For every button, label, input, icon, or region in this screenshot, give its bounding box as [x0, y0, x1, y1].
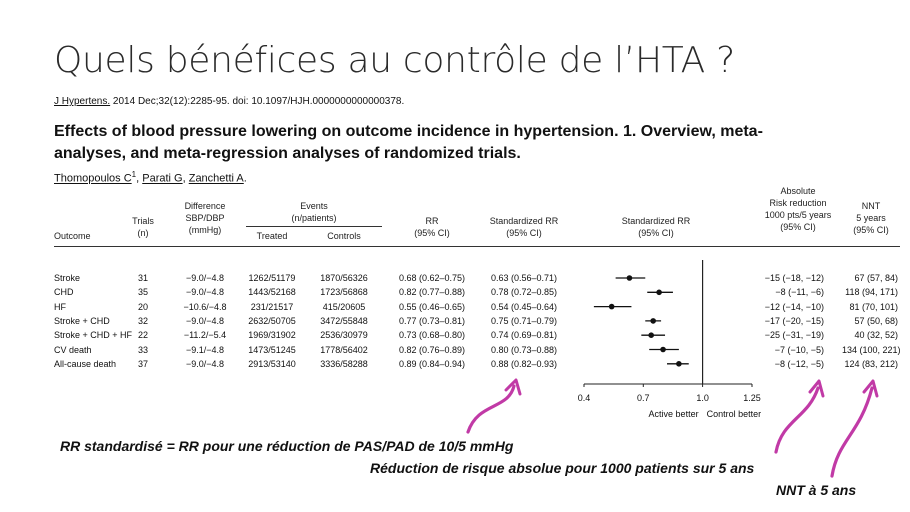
- cell-nnt: 124 (83, 212): [844, 358, 898, 369]
- cell-outcome: Stroke: [54, 273, 81, 283]
- note-nnt: NNT à 5 ans: [776, 482, 857, 498]
- header-nnt: NNT 5 years (95% CI): [853, 201, 889, 235]
- header-difference: Difference SBP/DBP (mmHg): [184, 201, 226, 235]
- cell-treated: 1443/52168: [248, 287, 296, 298]
- cell-trials: 37: [137, 358, 148, 369]
- cell-nnt: 134 (100, 221): [842, 344, 901, 355]
- forest-label-control-better: Control better: [706, 409, 762, 419]
- cell-rr: 0.82 (0.77–0.88): [398, 287, 466, 298]
- header-forest-plot: Standardized RR (95% CI): [621, 216, 691, 238]
- cell-srr: 0.63 (0.56–0.71): [490, 273, 558, 283]
- cell-diff: −10.6/−4.8: [183, 301, 227, 312]
- forest-point: [609, 304, 615, 310]
- cell-treated: 1473/51245: [248, 344, 296, 355]
- forest-point: [650, 318, 656, 324]
- cell-outcome: Stroke + CHD: [54, 315, 110, 326]
- cell-nnt: 67 (57, 84): [854, 273, 898, 283]
- forest-tick-label: 1.25: [743, 393, 761, 403]
- article-title: Effects of blood pressure lowering on outcome incidence in hypertension. 1. Overview, meta-analyses, and meta-regression analyses of randomized trials.: [54, 123, 763, 162]
- author-separator: ,: [182, 172, 189, 185]
- cell-rr: 0.82 (0.76–0.89): [398, 344, 466, 355]
- cell-nnt: 118 (94, 171): [845, 287, 898, 298]
- cell-treated: 1969/31902: [248, 330, 296, 341]
- journal-link[interactable]: J Hypertens.: [54, 96, 111, 107]
- header-absolute-risk-reduction: Absolute Risk reduction 1000 pts/5 years (95% CI): [764, 186, 832, 232]
- forest-point: [648, 332, 654, 338]
- author-link[interactable]: Thomopoulos C: [54, 172, 132, 185]
- author-link[interactable]: Zanchetti A: [188, 172, 244, 185]
- cell-trials: 35: [137, 287, 148, 298]
- cell-diff: −11.2/−5.4: [183, 330, 227, 341]
- cell-srr: 0.88 (0.82–0.93): [490, 358, 558, 369]
- cell-outcome: All-cause death: [54, 358, 117, 369]
- cell-controls: 1723/56868: [320, 287, 368, 298]
- author-affiliation: 1: [131, 170, 137, 179]
- cell-trials: 32: [137, 315, 148, 326]
- cell-trials: 22: [137, 330, 148, 341]
- cell-trials: 31: [137, 273, 148, 283]
- header-standardized-rr: Standardized RR (95% CI): [489, 216, 559, 238]
- cell-srr: 0.80 (0.73–0.88): [490, 344, 558, 355]
- author-end: .: [243, 172, 247, 185]
- cell-controls: 415/20605: [322, 301, 366, 312]
- cell-treated: 2632/50705: [248, 315, 296, 326]
- arrow-standardized-rr: [468, 386, 514, 432]
- header-trials: Trials (n): [132, 216, 154, 238]
- forest-point: [627, 275, 633, 281]
- cell-arr: −17 (−20, −15): [764, 315, 824, 326]
- cell-rr: 0.55 (0.46–0.65): [398, 301, 466, 312]
- cell-treated: 231/21517: [250, 301, 294, 312]
- author-link[interactable]: Parati G: [142, 172, 183, 185]
- cell-rr: 0.68 (0.62–0.75): [398, 273, 466, 283]
- cell-arr: −15 (−18, −12): [764, 273, 824, 283]
- cell-nnt: 40 (32, 52): [854, 330, 898, 341]
- forest-point: [656, 290, 662, 296]
- note-standardized-rr: RR standardisé = RR pour une réduction de PAS/PAD de 10/5 mmHg: [60, 438, 514, 454]
- cell-diff: −9.0/−4.8: [185, 358, 225, 369]
- cell-controls: 1870/56326: [320, 273, 368, 283]
- cell-diff: −9.0/−4.8: [185, 273, 225, 283]
- cell-outcome: HF: [54, 301, 66, 312]
- header-controls: Controls: [327, 231, 361, 241]
- cell-outcome: Stroke + CHD + HF: [54, 330, 133, 341]
- cell-diff: −9.0/−4.8: [185, 287, 225, 298]
- cell-controls: 1778/56402: [320, 344, 368, 355]
- cell-controls: 3336/58288: [320, 358, 368, 369]
- cell-diff: −9.1/−4.8: [185, 344, 225, 355]
- cell-arr: −12 (−14, −10): [764, 301, 824, 312]
- header-treated: Treated: [256, 231, 288, 241]
- cell-rr: 0.89 (0.84–0.94): [398, 358, 466, 369]
- forest-point: [660, 347, 666, 353]
- cell-arr: −25 (−31, −19): [764, 330, 824, 341]
- cell-trials: 20: [137, 301, 148, 312]
- cell-outcome: CHD: [54, 287, 74, 298]
- forest-label-active-better: Active better: [648, 409, 699, 419]
- cell-controls: 2536/30979: [320, 330, 368, 341]
- cell-srr: 0.54 (0.45–0.64): [490, 301, 558, 312]
- cell-outcome: CV death: [54, 344, 92, 355]
- forest-point: [676, 361, 682, 367]
- note-absolute-risk: Réduction de risque absolue pour 1000 patients sur 5 ans: [370, 460, 755, 476]
- cell-arr: −7 (−10, −5): [774, 344, 824, 355]
- cell-controls: 3472/55848: [320, 315, 368, 326]
- cell-arr: −8 (−11, −6): [775, 287, 824, 298]
- cell-rr: 0.77 (0.73–0.81): [398, 315, 466, 326]
- citation-details: 2014 Dec;32(12):2285-95. doi: 10.1097/HJH.0000000000000378.: [110, 96, 405, 107]
- cell-treated: 1262/51179: [248, 273, 296, 283]
- cell-nnt: 57 (50, 68): [854, 315, 898, 326]
- cell-treated: 2913/53140: [248, 358, 296, 369]
- cell-nnt: 81 (70, 101): [849, 301, 898, 312]
- forest-tick-label: 0.4: [577, 393, 591, 403]
- cell-diff: −9.0/−4.8: [185, 315, 225, 326]
- arrow-absolute-risk: [776, 388, 818, 452]
- cell-arr: −8 (−12, −5): [774, 358, 824, 369]
- header-outcome: Outcome: [54, 231, 91, 241]
- header-events: Events (n/patients): [291, 201, 337, 223]
- cell-trials: 33: [137, 344, 148, 355]
- forest-tick-label: 1.0: [696, 393, 709, 403]
- forest-tick-label: 0.7: [637, 393, 650, 403]
- arrow-nnt: [832, 388, 872, 476]
- cell-rr: 0.73 (0.68–0.80): [398, 330, 466, 341]
- cell-srr: 0.75 (0.71–0.79): [490, 315, 558, 326]
- header-rr: RR (95% CI): [414, 216, 450, 238]
- cell-srr: 0.74 (0.69–0.81): [490, 330, 558, 341]
- author-separator: ,: [136, 172, 143, 185]
- cell-srr: 0.78 (0.72–0.85): [490, 287, 558, 298]
- slide-title: Quels bénéfices au contrôle de l’HTA ?: [54, 40, 735, 81]
